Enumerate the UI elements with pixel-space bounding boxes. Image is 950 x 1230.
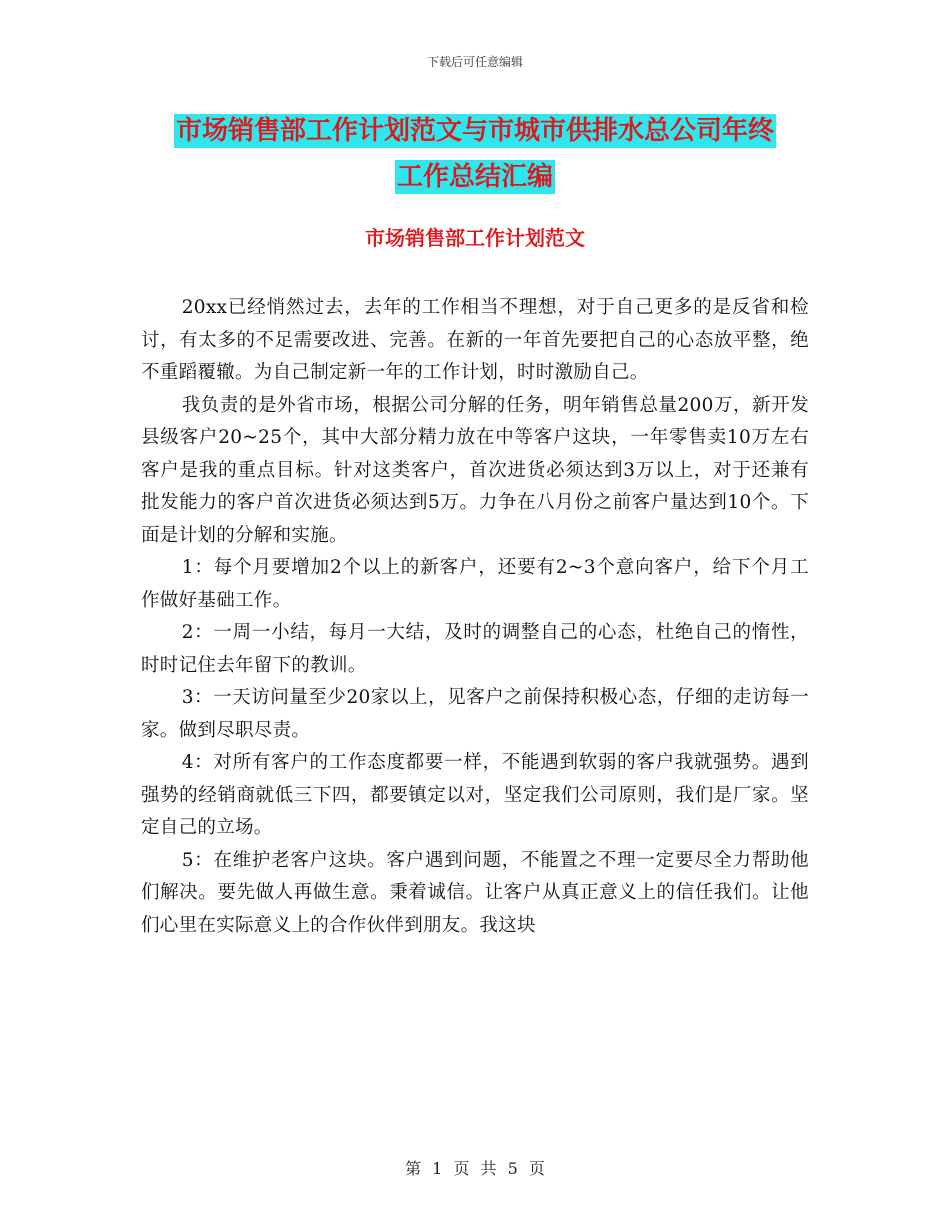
paragraph: 我负责的是外省市场，根据公司分解的任务，明年销售总量200万，新开发县级客户20~25个，其中大部分精力放在中等客户这块，一年零售卖10万左右客户是我的重点目标。针对这类客户，首次进货必须达到3万以上，对于还兼有批发能力的客户首次进货必须达到5万。力争在八月份之前客户量达到10个。下面是计划的分解和实施。 bbox=[141, 394, 809, 546]
section-title: 市场销售部工作计划范文 bbox=[365, 226, 585, 250]
paragraph: 2：一周一小结，每月一大结，及时的调整自己的心态，杜绝自己的惰性，时时记住去年留下的教训。 bbox=[141, 622, 809, 676]
paragraph: 20xx已经悄然过去，去年的工作相当不理想，对于自己更多的是反省和检讨，有太多的不足需要改进、完善。在新的一年首先要把自己的心态放平整，绝不重蹈覆辙。为自己制定新一年的工作计划，时时激励自己。 bbox=[141, 297, 809, 383]
document-title bbox=[140, 108, 810, 200]
paragraph: 5：在维护老客户这块。客户遇到问题，不能置之不理一定要尽全力帮助他们解决。要先做人再做生意。秉着诚信。让客户从真正意义上的信任我们。让他们心里在实际意义上的合作伙伴到朋友。我这块 bbox=[141, 849, 809, 936]
header-note: 下载后可任意编辑 bbox=[426, 55, 523, 69]
body-text bbox=[141, 292, 809, 942]
paragraph: 3：一天访问量至少20家以上，见客户之前保持积极心态，仔细的走访每一家。做到尽职尽责。 bbox=[141, 687, 809, 741]
title-line-2: 工作总结汇编 bbox=[396, 162, 553, 192]
title-line-1: 市场销售部工作计划范文与市城市供排水总公司年终 bbox=[175, 116, 774, 146]
paragraph: 1：每个月要增加2个以上的新客户，还要有2~3个意向客户，给下个月工作做好基础工作。 bbox=[141, 557, 809, 611]
paragraph: 4：对所有客户的工作态度都要一样，不能遇到软弱的客户我就强势。遇到强势的经销商就低三下四，都要镇定以对，坚定我们公司原则，我们是厂家。坚定自己的立场。 bbox=[141, 752, 809, 838]
page-number-footer: 第 1 页 共 5 页 bbox=[405, 1159, 545, 1178]
